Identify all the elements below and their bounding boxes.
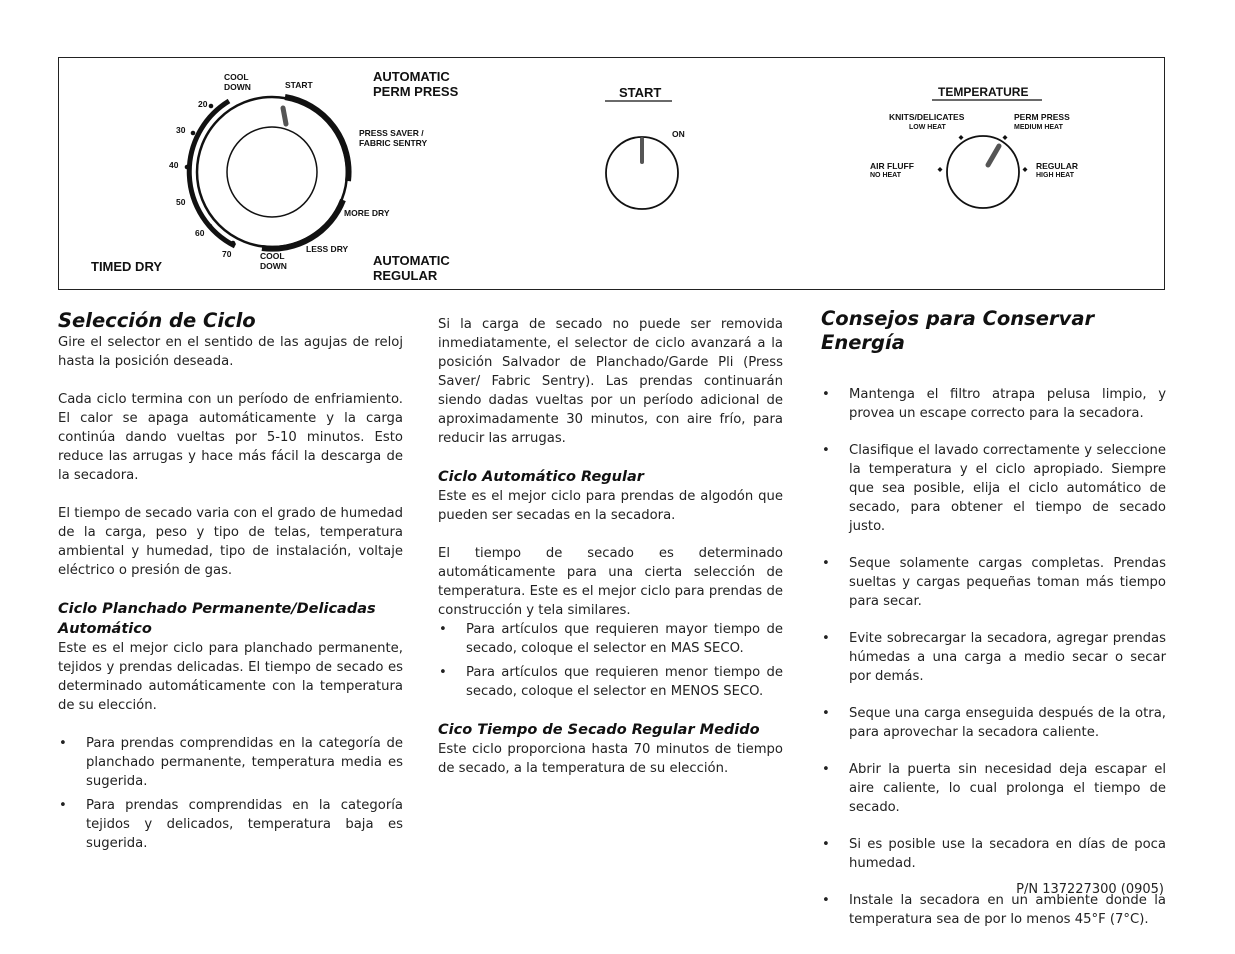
temperature-title: TEMPERATURE — [938, 85, 1029, 99]
start-on-label: ON — [672, 129, 685, 139]
energy-tips-title: Consejos para Conservar Energía — [821, 307, 1095, 354]
left-paragraph-2: Cada ciclo termina con un período de enfriamiento. El calor se apaga automáticamente y la carga continúa dando vueltas por 5-10 minutos. Esto reduce las arrugas y hace más fácil la descarga de la secadora. — [58, 392, 403, 483]
cool-down-bottom-label: COOL DOWN — [260, 251, 287, 271]
list-item: • Evite sobrecargar la secadora, agregar prendas húmedas a una carga a medio secar o secar por demás. — [821, 629, 1166, 686]
regular-label: REGULAR — [1036, 161, 1079, 171]
middle-paragraph-1: Si la carga de secado no puede ser removida inmediatamente, el selector de ciclo avanzará a la posición Salvador de Planchado/Garde Pli (Press Saver/ Fabric Sentry). Las prendas continuarán siendo dadas vueltas por un período adicional de aproximadamente 30 minutos, con aire frío, para reducir las arrugas. — [438, 317, 783, 446]
air-fluff-label: AIR FLUFF — [870, 161, 914, 171]
perm-press-paragraph: Este es el mejor ciclo para planchado permanente, tejidos y prendas delicadas. El tiempo de secado es determinado automáticamente con la temperatura de su elección. — [58, 641, 403, 713]
left-column — [58, 309, 403, 853]
middle-column — [438, 315, 783, 797]
minutes-50-label: 50 — [176, 197, 186, 207]
high-heat-label: HIGH HEAT — [1036, 172, 1074, 179]
medium-heat-label: MEDIUM HEAT — [1014, 124, 1063, 131]
start-knob-title: START — [619, 85, 662, 100]
cycle-dial — [185, 97, 349, 249]
left-paragraph-3: El tiempo de secado varia con el grado de humedad de la carga, peso y tipo de telas, temperatura ambiental y humedad, tipo de instalación, voltaje eléctrico o presión de gas. — [58, 506, 403, 578]
list-item: • Para artículos que requieren menor tiempo de secado, coloque el selector en MENOS SECO. — [438, 663, 783, 701]
list-item: • Para artículos que requieren mayor tiempo de secado, coloque el selector en MAS SECO. — [438, 620, 783, 658]
cycle-selection-title: Selección de Ciclo — [58, 309, 256, 332]
right-column — [821, 307, 1166, 929]
timed-cycle-heading: Cico Tiempo de Secado Regular Medido — [438, 722, 760, 738]
list-item: • Mantenga el filtro atrapa pelusa limpio, y provea un escape correcto para la secadora. — [821, 385, 1166, 423]
list-item: • Para prendas comprendidas en la categoría tejidos y delicados, temperatura baja es sugerida. — [58, 796, 403, 853]
minutes-60-label: 60 — [195, 228, 205, 238]
list-item: • Abrir la puerta sin necesidad deja escapar el aire caliente, lo cual prolonga el tiempo de secado. — [821, 760, 1166, 817]
minutes-40-label: 40 — [169, 160, 179, 170]
control-panel-dials — [0, 0, 1235, 300]
regular-cycle-heading: Ciclo Automático Regular — [438, 469, 644, 485]
list-item: • Si es posible use la secadora en días de poca humedad. — [821, 835, 1166, 873]
knits-delicates-label: KNITS/DELICATES — [889, 112, 965, 122]
part-number: P/N 137227300 (0905) — [1016, 882, 1164, 897]
list-item: • Instale la secadora en un ambiente donde la temperatura sea de por lo menos 45°F (7°C). — [821, 891, 1166, 929]
list-item: • Clasifique el lavado correctamente y seleccione la temperatura y el ciclo apropiado. Siempre que sea posible, elija el ciclo automático de secado, para obtener el tiempo de secado justo. — [821, 441, 1166, 536]
list-item: • Seque una carga enseguida después de la otra, para aprovechar la secadora caliente. — [821, 704, 1166, 742]
cool-down-top-label: COOL DOWN — [224, 72, 251, 92]
more-dry-label: MORE DRY — [344, 208, 390, 218]
start-knob[interactable] — [605, 101, 678, 209]
regular-cycle-paragraph-2: El tiempo de secado es determinado automáticamente para una cierta selección de temperatura. Este es el mejor ciclo para prendas de construcción y tela similares. — [438, 546, 783, 618]
cycle-pointer — [283, 108, 286, 124]
start-position-label: START — [285, 80, 313, 90]
automatic-regular-label: AUTOMATIC REGULAR — [373, 253, 450, 283]
list-item: • Para prendas comprendidas en la categoría de planchado permanente, temperatura media es sugerida. — [58, 734, 403, 791]
regular-cycle-bullets — [438, 620, 783, 701]
regular-cycle-paragraph: Este es el mejor ciclo para prendas de algodón que pueden ser secadas en la secadora. — [438, 489, 783, 523]
perm-press-heading: Ciclo Planchado Permanente/Delicadas Automático — [58, 601, 376, 637]
minutes-20-label: 20 — [198, 99, 208, 109]
low-heat-label: LOW HEAT — [909, 124, 946, 131]
timed-dry-label: TIMED DRY — [91, 259, 163, 274]
press-saver-label: PRESS SAVER / FABRIC SENTRY — [359, 128, 428, 148]
timed-cycle-paragraph: Este ciclo proporciona hasta 70 minutos de tiempo de secado, a la temperatura de su elección. — [438, 742, 783, 776]
left-paragraph-1: Gire el selector en el sentido de las agujas de reloj hasta la posición deseada. — [58, 335, 403, 369]
perm-press-bullets — [58, 734, 403, 853]
automatic-perm-press-label: AUTOMATIC PERM PRESS — [373, 69, 459, 99]
less-dry-label: LESS DRY — [306, 244, 349, 254]
list-item: • Seque solamente cargas completas. Prendas sueltas y cargas pequeñas toman más tiempo para secar. — [821, 554, 1166, 611]
energy-tips-list — [821, 385, 1166, 929]
perm-press-label: PERM PRESS — [1014, 112, 1070, 122]
minutes-70-label: 70 — [222, 249, 232, 259]
minutes-30-label: 30 — [176, 125, 186, 135]
no-heat-label: NO HEAT — [870, 172, 901, 179]
